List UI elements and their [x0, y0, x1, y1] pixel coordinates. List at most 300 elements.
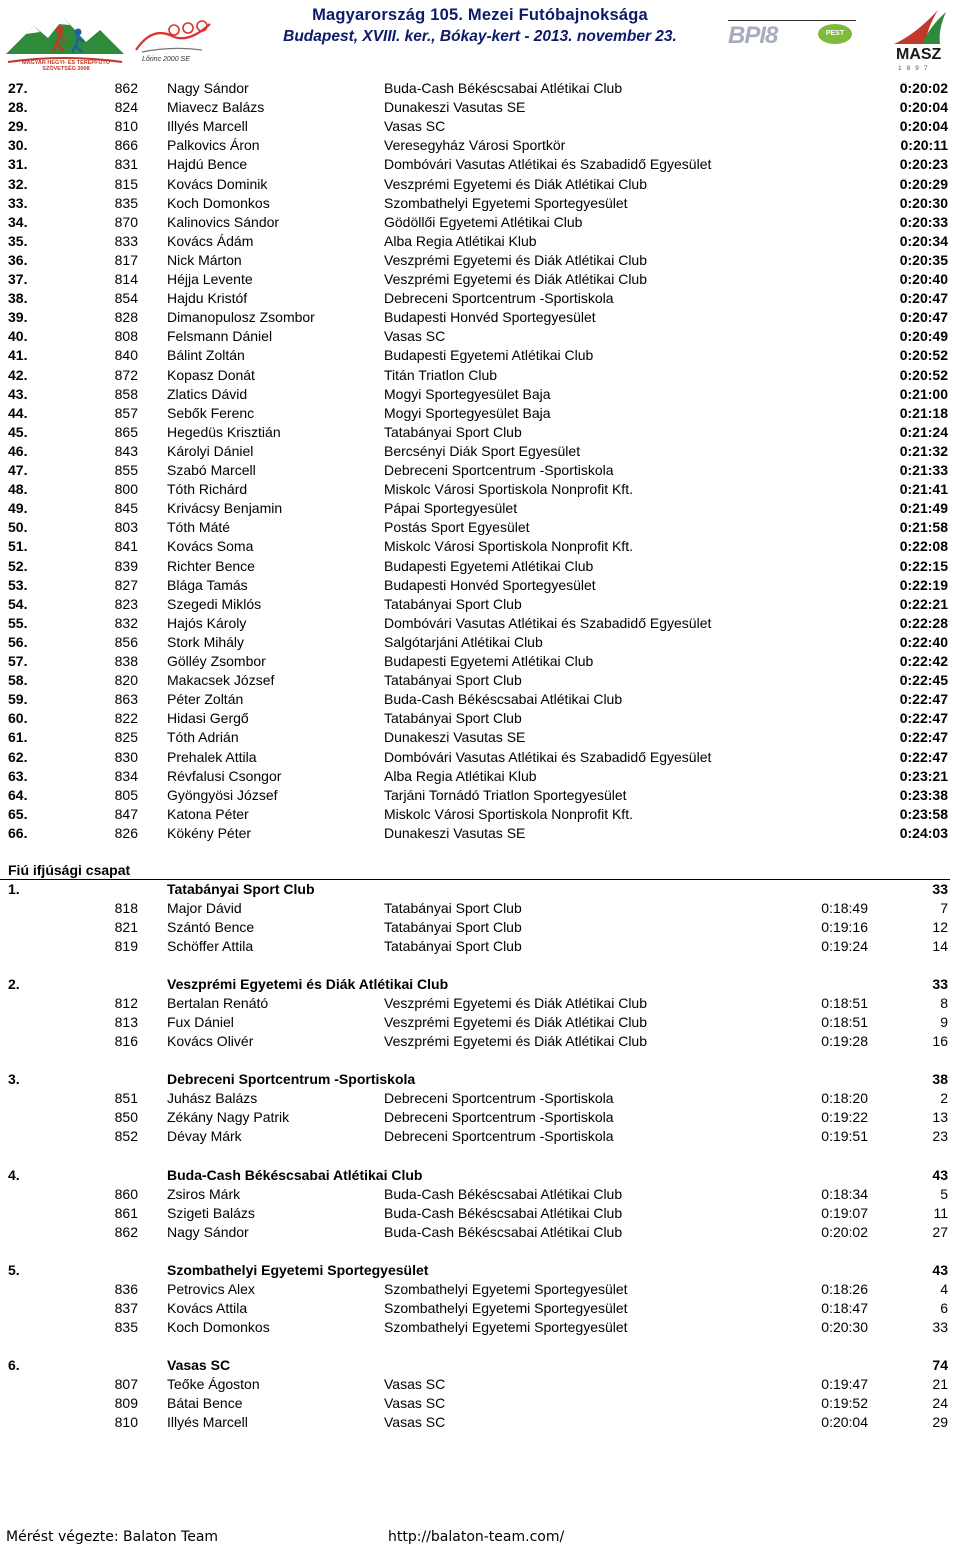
team-member-row: [0, 1032, 960, 1051]
result-bib: 847: [114, 805, 138, 822]
result-name: Kökény Péter: [167, 824, 252, 841]
result-time: 0:21:58: [899, 519, 948, 536]
result-club: Miskolc Városi Sportiskola Nonprofit Kft.: [384, 481, 633, 498]
result-name: Sebők Ferenc: [167, 404, 255, 421]
result-position: 27.: [8, 80, 28, 96]
team-member-row: [0, 1413, 960, 1432]
result-row: [0, 767, 960, 786]
result-row: [0, 213, 960, 232]
team-name: Debreceni Sportcentrum -Sportiskola: [167, 1071, 416, 1087]
result-row: [0, 385, 960, 404]
member-time: 0:20:04: [821, 1414, 868, 1430]
masz-logo-text: MASZ: [896, 46, 942, 63]
result-name: Gyöngyösi József: [167, 786, 278, 803]
result-row: [0, 270, 960, 289]
result-name: Kovács Dominik: [167, 175, 268, 192]
result-bib: 831: [114, 156, 138, 173]
result-row: [0, 652, 960, 671]
result-name: Péter Zoltán: [167, 691, 244, 708]
result-time: 0:20:11: [900, 137, 948, 154]
team-header-row: [0, 1070, 960, 1089]
result-time: 0:21:33: [899, 462, 948, 478]
result-time: 0:22:45: [899, 672, 948, 689]
result-bib: 865: [114, 423, 138, 440]
result-time: 0:22:47: [899, 729, 948, 746]
result-name: Szabó Marcell: [167, 462, 256, 478]
member-time: 0:20:30: [821, 1319, 868, 1335]
member-club: Szombathelyi Egyetemi Sportegyesület: [384, 1319, 628, 1335]
result-bib: 833: [114, 232, 138, 249]
team-rank: 2.: [8, 976, 20, 992]
result-club: Postás Sport Egyesület: [384, 519, 530, 536]
team-header-row: [0, 1356, 960, 1375]
result-time: 0:20:52: [899, 366, 948, 383]
result-position: 50.: [8, 519, 28, 536]
result-name: Héjja Levente: [167, 271, 253, 287]
team-name: Buda-Cash Békéscsabai Atlétikai Club: [167, 1167, 423, 1183]
member-bib: 821: [114, 919, 138, 935]
result-time: 0:21:00: [899, 385, 948, 402]
result-row: [0, 480, 960, 499]
result-time: 0:21:49: [899, 500, 948, 517]
result-row: [0, 136, 960, 155]
team-rank: 4.: [8, 1167, 20, 1183]
member-name: Bertalan Renátó: [167, 995, 269, 1011]
result-bib: 805: [114, 786, 138, 803]
lorinc-logo-text: Lőrinc 2000 SE: [142, 56, 190, 63]
result-club: Vasas SC: [384, 328, 446, 345]
result-name: Bálint Zoltán: [167, 347, 245, 364]
member-name: Fux Dániel: [167, 1014, 234, 1030]
result-position: 58.: [8, 672, 28, 689]
result-row: [0, 728, 960, 747]
result-club: Mogyi Sportegyesület Baja: [384, 404, 551, 421]
result-time: 0:22:19: [899, 576, 948, 593]
result-club: Alba Regia Atlétikai Klub: [384, 232, 537, 249]
result-row: [0, 461, 960, 480]
result-bib: 866: [114, 137, 138, 154]
result-row: [0, 232, 960, 251]
team-member-row: [0, 1223, 960, 1242]
result-bib: 845: [114, 500, 138, 517]
result-name: Nick Márton: [167, 251, 242, 268]
result-bib: 841: [114, 538, 138, 555]
masz-logo: [886, 4, 956, 78]
result-name: Stork Mihály: [167, 633, 245, 650]
result-bib: 830: [114, 748, 138, 765]
result-club: Debreceni Sportcentrum -Sportiskola: [384, 290, 614, 307]
result-time: 0:22:47: [899, 691, 948, 708]
result-club: Dunakeszi Vasutas SE: [384, 99, 526, 116]
result-position: 66.: [8, 824, 28, 841]
result-club: Dombóvári Vasutas Atlétikai és Szabadidő Egyesület: [384, 748, 712, 765]
result-bib: 855: [114, 462, 138, 478]
result-club: Salgótarjáni Atlétikai Club: [384, 633, 543, 650]
result-club: Tatabányai Sport Club: [384, 672, 522, 689]
result-position: 52.: [8, 557, 28, 574]
result-time: 0:20:49: [899, 328, 948, 345]
result-position: 55.: [8, 614, 28, 631]
result-club: Dombóvári Vasutas Atlétikai és Szabadidő Egyesület: [384, 156, 712, 173]
member-club: Debreceni Sportcentrum -Sportiskola: [384, 1109, 614, 1125]
team-name: Szombathelyi Egyetemi Sportegyesület: [167, 1262, 429, 1278]
team-member-row: [0, 918, 960, 937]
result-time: 0:20:30: [899, 194, 948, 211]
member-club: Vasas SC: [384, 1376, 446, 1392]
member-club: Buda-Cash Békéscsabai Atlétikai Club: [384, 1205, 623, 1221]
team-member-row: [0, 937, 960, 956]
result-bib: 839: [114, 557, 138, 574]
result-position: 40.: [8, 328, 28, 345]
team-member-row: [0, 1089, 960, 1108]
result-time: 0:20:35: [899, 251, 948, 268]
member-name: Zsiros Márk: [167, 1186, 241, 1202]
result-name: Gölléy Zsombor: [167, 653, 266, 669]
member-bib: 836: [114, 1281, 138, 1297]
result-bib: 835: [114, 194, 138, 211]
footer-measurement: Mérést végezte: Balaton Team: [6, 1529, 219, 1545]
member-name: Teőke Ágoston: [167, 1376, 260, 1392]
result-name: Károlyi Dániel: [167, 442, 254, 459]
result-name: Zlatics Dávid: [167, 385, 248, 402]
result-time: 0:20:34: [899, 232, 948, 249]
member-time: 0:18:47: [821, 1300, 868, 1316]
member-club: Vasas SC: [384, 1414, 446, 1430]
member-time: 0:19:52: [821, 1395, 868, 1411]
pest-logo-badge: PEST: [818, 24, 852, 44]
member-name: Dévay Márk: [167, 1128, 242, 1144]
result-row: [0, 690, 960, 709]
result-position: 60.: [8, 710, 28, 727]
result-row: [0, 194, 960, 213]
result-club: Vasas SC: [384, 118, 446, 135]
result-bib: 834: [114, 767, 138, 784]
result-row: [0, 117, 960, 136]
member-time: 0:18:26: [821, 1281, 868, 1297]
result-name: Krivácsy Benjamin: [167, 500, 283, 517]
result-bib: 824: [114, 99, 138, 116]
result-bib: 800: [114, 481, 138, 498]
member-time: 0:19:24: [821, 938, 868, 954]
result-row: [0, 251, 960, 270]
result-name: Révfalusi Csongor: [167, 767, 282, 784]
result-name: Kovács Soma: [167, 538, 254, 555]
result-row: [0, 805, 960, 824]
member-name: Kovács Olivér: [167, 1033, 254, 1049]
result-row: [0, 576, 960, 595]
result-row: [0, 404, 960, 423]
result-bib: 838: [114, 653, 138, 669]
member-time: 0:19:22: [821, 1109, 868, 1125]
result-club: Budapesti Egyetemi Atlétikai Club: [384, 653, 594, 669]
result-name: Miavecz Balázs: [167, 99, 265, 116]
team-score: 74: [932, 1357, 948, 1373]
result-name: Prehalek Attila: [167, 748, 257, 765]
result-name: Tóth Richárd: [167, 481, 248, 498]
result-position: 53.: [8, 576, 28, 593]
result-bib: 825: [114, 729, 138, 746]
result-position: 36.: [8, 251, 28, 268]
result-club: Budapesti Egyetemi Atlétikai Club: [384, 557, 594, 574]
result-name: Hajdu Kristóf: [167, 290, 248, 307]
footer-link[interactable]: http://balaton-team.com/: [388, 1529, 565, 1545]
member-points: 6: [940, 1300, 948, 1316]
team-rank: 6.: [8, 1357, 20, 1373]
member-points: 24: [932, 1395, 948, 1411]
result-position: 62.: [8, 748, 28, 765]
result-row: [0, 824, 960, 843]
result-name: Hegedüs Krisztián: [167, 423, 281, 440]
result-time: 0:22:15: [899, 557, 948, 574]
member-name: Szántó Bence: [167, 919, 255, 935]
result-time: 0:21:41: [899, 481, 948, 498]
member-club: Vasas SC: [384, 1395, 446, 1411]
member-bib: 851: [114, 1090, 138, 1106]
result-position: 35.: [8, 232, 28, 249]
result-bib: 822: [114, 710, 138, 727]
member-name: Schöffer Attila: [167, 938, 254, 954]
result-time: 0:22:28: [899, 614, 948, 631]
result-bib: 827: [114, 576, 138, 593]
team-member-row: [0, 1299, 960, 1318]
result-club: Tatabányai Sport Club: [384, 423, 522, 440]
result-position: 51.: [8, 538, 28, 555]
bp18-pest-logo: [728, 20, 858, 60]
member-club: Veszprémi Egyetemi és Diák Atlétikai Club: [384, 1014, 647, 1030]
result-row: [0, 786, 960, 805]
member-name: Nagy Sándor: [167, 1224, 249, 1240]
member-name: Zékány Nagy Patrik: [167, 1109, 290, 1125]
result-row: [0, 155, 960, 174]
member-time: 0:19:51: [821, 1128, 868, 1144]
team-section-title: Fiú ifjúsági csapat: [8, 862, 131, 878]
team-header-row: [0, 1261, 960, 1280]
result-club: Veresegyház Városi Sportkör: [384, 137, 566, 154]
member-name: Major Dávid: [167, 900, 242, 916]
result-time: 0:20:52: [899, 347, 948, 364]
team-member-row: [0, 1013, 960, 1032]
team-header-row: [0, 1166, 960, 1185]
result-bib: 832: [114, 614, 138, 631]
result-name: Illyés Marcell: [167, 118, 248, 135]
member-bib: 809: [114, 1395, 138, 1411]
member-points: 12: [932, 919, 948, 935]
result-time: 0:23:21: [899, 767, 948, 784]
result-position: 38.: [8, 290, 28, 307]
result-name: Szegedi Miklós: [167, 595, 262, 612]
result-bib: 817: [114, 251, 138, 268]
member-bib: 852: [114, 1128, 138, 1144]
team-member-row: [0, 994, 960, 1013]
result-time: 0:20:23: [899, 156, 948, 173]
result-position: 39.: [8, 309, 28, 326]
result-time: 0:20:02: [899, 80, 948, 96]
result-bib: 808: [114, 328, 138, 345]
result-club: Szombathelyi Egyetemi Sportegyesület: [384, 194, 628, 211]
result-name: Dimanopulosz Zsombor: [167, 309, 315, 326]
member-time: 0:19:28: [821, 1033, 868, 1049]
result-club: Dombóvári Vasutas Atlétikai és Szabadidő Egyesület: [384, 614, 712, 631]
result-position: 44.: [8, 404, 28, 421]
result-bib: 803: [114, 519, 138, 536]
result-position: 57.: [8, 653, 28, 669]
result-bib: 810: [114, 118, 138, 135]
result-club: Alba Regia Atlétikai Klub: [384, 767, 537, 784]
member-bib: 819: [114, 938, 138, 954]
team-member-row: [0, 1318, 960, 1337]
result-position: 61.: [8, 729, 28, 746]
member-bib: 816: [114, 1033, 138, 1049]
result-club: Miskolc Városi Sportiskola Nonprofit Kft.: [384, 538, 633, 555]
masz-logo-year: 1897: [898, 65, 933, 72]
result-time: 0:21:24: [899, 423, 948, 440]
result-club: Dunakeszi Vasutas SE: [384, 729, 526, 746]
result-club: Veszprémi Egyetemi és Diák Atlétikai Club: [384, 251, 647, 268]
result-club: Tatabányai Sport Club: [384, 595, 522, 612]
member-bib: 812: [114, 995, 138, 1011]
result-row: [0, 557, 960, 576]
member-bib: 818: [114, 900, 138, 916]
result-position: 28.: [8, 99, 28, 116]
member-name: Szigeti Balázs: [167, 1205, 255, 1221]
result-position: 31.: [8, 156, 28, 173]
result-club: Bercsényi Diák Sport Egyesület: [384, 442, 581, 459]
result-club: Tarjáni Tornádó Triatlon Sportegyesület: [384, 786, 627, 803]
result-row: [0, 423, 960, 442]
result-club: Debreceni Sportcentrum -Sportiskola: [384, 462, 614, 478]
result-name: Kopasz Donát: [167, 366, 255, 383]
member-name: Kovács Attila: [167, 1300, 248, 1316]
member-bib: 860: [114, 1186, 138, 1202]
member-points: 8: [940, 995, 948, 1011]
member-bib: 810: [114, 1414, 138, 1430]
result-name: Tóth Máté: [167, 519, 231, 536]
result-name: Hidasi Gergő: [167, 710, 249, 727]
team-rank: 3.: [8, 1071, 20, 1087]
result-row: [0, 537, 960, 556]
result-position: 34.: [8, 213, 28, 230]
result-bib: 828: [114, 309, 138, 326]
result-name: Nagy Sándor: [167, 80, 249, 96]
result-time: 0:23:58: [899, 805, 948, 822]
result-time: 0:21:18: [899, 404, 948, 421]
page-header: [0, 0, 960, 78]
team-member-row: [0, 1394, 960, 1413]
result-bib: 872: [114, 366, 138, 383]
result-time: 0:21:32: [899, 442, 948, 459]
team-score: 33: [932, 976, 948, 992]
result-row: [0, 327, 960, 346]
member-club: Szombathelyi Egyetemi Sportegyesület: [384, 1281, 628, 1297]
result-position: 29.: [8, 118, 28, 135]
page-title: Magyarország 105. Mezei Futóbajnoksága: [312, 6, 648, 24]
member-name: Bátai Bence: [167, 1395, 243, 1411]
result-row: [0, 366, 960, 385]
member-bib: 807: [114, 1376, 138, 1392]
result-position: 45.: [8, 423, 28, 440]
member-club: Tatabányai Sport Club: [384, 938, 522, 954]
member-club: Buda-Cash Békéscsabai Atlétikai Club: [384, 1224, 623, 1240]
result-position: 46.: [8, 442, 28, 459]
result-bib: 854: [114, 290, 138, 307]
result-row: [0, 98, 960, 117]
result-bib: 870: [114, 213, 138, 230]
lorinc-logo: [132, 16, 218, 66]
result-time: 0:23:38: [899, 786, 948, 803]
member-club: Veszprémi Egyetemi és Diák Atlétikai Club: [384, 995, 647, 1011]
result-row: [0, 499, 960, 518]
result-bib: 857: [114, 404, 138, 421]
result-name: Felsmann Dániel: [167, 328, 273, 345]
result-time: 0:20:04: [899, 99, 948, 116]
member-bib: 835: [114, 1319, 138, 1335]
result-time: 0:22:21: [899, 595, 948, 612]
member-time: 0:19:47: [821, 1376, 868, 1392]
result-row: [0, 346, 960, 365]
member-bib: 813: [114, 1014, 138, 1030]
result-name: Katona Péter: [167, 805, 249, 822]
result-position: 65.: [8, 805, 28, 822]
result-position: 47.: [8, 462, 28, 478]
member-bib: 862: [114, 1224, 138, 1240]
result-name: Richter Bence: [167, 557, 255, 574]
result-bib: 840: [114, 347, 138, 364]
result-bib: 856: [114, 633, 138, 650]
result-club: Mogyi Sportegyesület Baja: [384, 385, 551, 402]
team-member-row: [0, 1280, 960, 1299]
team-name: Tatabányai Sport Club: [167, 881, 315, 897]
member-club: Tatabányai Sport Club: [384, 919, 522, 935]
result-row: [0, 175, 960, 194]
result-bib: 823: [114, 595, 138, 612]
result-name: Hajdú Bence: [167, 156, 248, 173]
team-rank: 5.: [8, 1262, 20, 1278]
member-bib: 837: [114, 1300, 138, 1316]
result-row: [0, 442, 960, 461]
result-row: [0, 518, 960, 537]
result-position: 37.: [8, 271, 28, 287]
member-time: 0:18:51: [821, 1014, 868, 1030]
result-bib: 820: [114, 672, 138, 689]
result-club: Veszprémi Egyetemi és Diák Atlétikai Club: [384, 175, 647, 192]
result-club: Gödöllői Egyetemi Atlétikai Club: [384, 213, 583, 230]
member-points: 29: [932, 1414, 948, 1430]
logo-rule: [728, 20, 856, 21]
result-position: 64.: [8, 786, 28, 803]
team-member-row: [0, 899, 960, 918]
member-name: Illyés Marcell: [167, 1414, 248, 1430]
member-points: 27: [932, 1224, 948, 1240]
member-club: Debreceni Sportcentrum -Sportiskola: [384, 1090, 614, 1106]
result-row: [0, 671, 960, 690]
member-points: 5: [940, 1186, 948, 1202]
result-club: Buda-Cash Békéscsabai Atlétikai Club: [384, 691, 623, 708]
team-header-row: [0, 880, 960, 899]
page-subtitle: Budapest, XVIII. ker., Bókay-kert - 2013. november 23.: [283, 28, 677, 45]
member-time: 0:18:51: [821, 995, 868, 1011]
result-name: Hajós Károly: [167, 614, 247, 631]
result-bib: 863: [114, 691, 138, 708]
member-time: 0:18:34: [821, 1186, 868, 1202]
member-time: 0:19:07: [821, 1205, 868, 1221]
result-position: 43.: [8, 385, 28, 402]
result-name: Tóth Adrián: [167, 729, 239, 746]
result-club: Titán Triatlon Club: [384, 366, 498, 383]
member-club: Szombathelyi Egyetemi Sportegyesület: [384, 1300, 628, 1316]
result-row: [0, 595, 960, 614]
member-points: 7: [940, 900, 948, 916]
result-club: Budapesti Egyetemi Atlétikai Club: [384, 347, 594, 364]
